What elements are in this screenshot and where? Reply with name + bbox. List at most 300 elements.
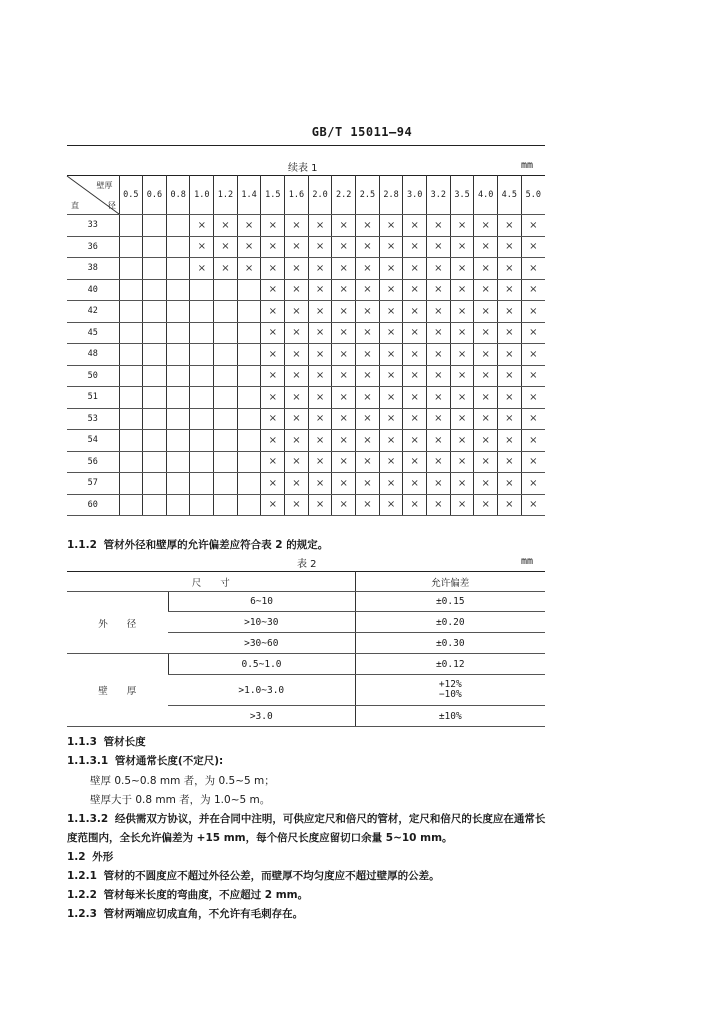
para-1-1-2-num: 1.1.2: [67, 539, 97, 551]
table2-caption: 表 2: [297, 559, 317, 570]
wall-thickness-header: 4.5: [498, 176, 522, 215]
wall-thickness-header: 1.0: [190, 176, 214, 215]
availability-cell: ×: [474, 365, 498, 387]
availability-cell: [143, 408, 167, 430]
table2-size: 0.5~1.0: [168, 654, 355, 675]
availability-cell: ×: [285, 279, 309, 301]
availability-cell: [119, 473, 143, 495]
availability-cell: ×: [332, 451, 356, 473]
availability-cell: ×: [498, 494, 522, 516]
wall-thickness-header: 3.0: [403, 176, 427, 215]
availability-cell: ×: [450, 258, 474, 280]
para-1-2-1: [67, 868, 440, 883]
table1-row: [67, 322, 545, 344]
availability-cell: ×: [356, 301, 380, 323]
availability-cell: [190, 473, 214, 495]
availability-cell: [190, 344, 214, 366]
availability-cell: ×: [403, 322, 427, 344]
table1: [67, 175, 545, 516]
availability-cell: ×: [261, 473, 285, 495]
availability-cell: ×: [379, 430, 403, 452]
availability-cell: ×: [474, 430, 498, 452]
para-text: 管材的不圆度应不超过外径公差，而壁厚不均匀度应不超过壁厚的公差。: [103, 870, 440, 882]
para-text: 管材通常长度(不定尺):: [114, 755, 224, 767]
availability-cell: [166, 301, 190, 323]
diameter-cell: 54: [67, 430, 119, 452]
availability-cell: ×: [403, 451, 427, 473]
availability-cell: ×: [427, 258, 451, 280]
availability-cell: ×: [450, 215, 474, 237]
availability-cell: ×: [450, 365, 474, 387]
availability-cell: ×: [308, 344, 332, 366]
availability-cell: [166, 473, 190, 495]
page-header: GB/T 15011—94: [311, 125, 413, 139]
table1-corner: [67, 176, 128, 215]
para-text: 管材长度: [103, 736, 146, 748]
availability-cell: [143, 430, 167, 452]
availability-cell: ×: [498, 430, 522, 452]
availability-cell: ×: [450, 408, 474, 430]
availability-cell: ×: [474, 473, 498, 495]
availability-cell: ×: [332, 408, 356, 430]
availability-cell: ×: [214, 258, 238, 280]
table1-row: [67, 473, 545, 495]
availability-cell: ×: [474, 258, 498, 280]
availability-cell: ×: [379, 279, 403, 301]
header-rule: [67, 145, 545, 146]
availability-cell: [237, 279, 261, 301]
availability-cell: ×: [474, 494, 498, 516]
availability-cell: [237, 365, 261, 387]
availability-cell: ×: [474, 387, 498, 409]
availability-cell: ×: [450, 494, 474, 516]
table1-row: [67, 215, 545, 237]
availability-cell: ×: [521, 301, 545, 323]
availability-cell: [119, 494, 143, 516]
table2-row: [67, 592, 545, 612]
para-num: 1.1.3.2: [67, 813, 109, 825]
table2-size: >10~30: [168, 612, 355, 633]
availability-cell: [214, 408, 238, 430]
availability-cell: ×: [308, 258, 332, 280]
table2-head-tol: 允许偏差: [355, 572, 545, 592]
availability-cell: ×: [332, 258, 356, 280]
availability-cell: [190, 279, 214, 301]
wall-thickness-header: 1.6: [285, 176, 309, 215]
availability-cell: [143, 473, 167, 495]
availability-cell: [190, 494, 214, 516]
wall-thickness-header: 2.8: [379, 176, 403, 215]
availability-cell: ×: [521, 344, 545, 366]
availability-cell: ×: [379, 473, 403, 495]
availability-cell: ×: [308, 494, 332, 516]
availability-cell: ×: [308, 387, 332, 409]
availability-cell: [166, 258, 190, 280]
para-1-2-2: [67, 887, 308, 902]
availability-cell: ×: [308, 473, 332, 495]
table1-row: [67, 494, 545, 516]
availability-cell: ×: [474, 215, 498, 237]
diameter-cell: 60: [67, 494, 119, 516]
table2-size: >30~60: [168, 633, 355, 654]
table2-size: >1.0~3.0: [168, 675, 355, 706]
availability-cell: [190, 365, 214, 387]
diameter-cell: 42: [67, 301, 119, 323]
availability-cell: ×: [450, 451, 474, 473]
availability-cell: [237, 344, 261, 366]
availability-cell: ×: [237, 215, 261, 237]
availability-cell: ×: [332, 236, 356, 258]
availability-cell: ×: [308, 408, 332, 430]
availability-cell: [166, 365, 190, 387]
availability-cell: ×: [403, 365, 427, 387]
availability-cell: ×: [332, 387, 356, 409]
availability-cell: ×: [498, 387, 522, 409]
availability-cell: ×: [190, 236, 214, 258]
table2-size: 6~10: [168, 592, 355, 612]
availability-cell: ×: [356, 215, 380, 237]
table2-tol: ±0.15: [355, 592, 545, 612]
availability-cell: [143, 258, 167, 280]
availability-cell: ×: [403, 344, 427, 366]
availability-cell: ×: [356, 344, 380, 366]
availability-cell: ×: [474, 408, 498, 430]
table2-tol: ±0.12: [355, 654, 545, 675]
availability-cell: ×: [521, 430, 545, 452]
availability-cell: ×: [285, 451, 309, 473]
availability-cell: [190, 430, 214, 452]
availability-cell: ×: [261, 301, 285, 323]
availability-cell: ×: [332, 365, 356, 387]
table2-unit: mm: [521, 556, 534, 567]
availability-cell: ×: [356, 473, 380, 495]
availability-cell: ×: [285, 301, 309, 323]
availability-cell: [119, 279, 143, 301]
diameter-cell: 48: [67, 344, 119, 366]
availability-cell: [143, 215, 167, 237]
table1-row: [67, 430, 545, 452]
table2-header-row: [67, 572, 545, 592]
availability-cell: ×: [498, 279, 522, 301]
availability-cell: [143, 451, 167, 473]
availability-cell: ×: [356, 451, 380, 473]
availability-cell: ×: [308, 430, 332, 452]
availability-cell: [166, 322, 190, 344]
wall-thickness-header: 1.2: [214, 176, 238, 215]
availability-cell: [214, 387, 238, 409]
table1-row: [67, 236, 545, 258]
para-num: 1.2.1: [67, 870, 97, 882]
availability-cell: [119, 408, 143, 430]
availability-cell: [119, 451, 143, 473]
para-line: [67, 830, 453, 845]
availability-cell: ×: [356, 258, 380, 280]
availability-cell: [214, 301, 238, 323]
availability-cell: ×: [261, 408, 285, 430]
table1-caption: 续表 1: [288, 163, 318, 174]
availability-cell: ×: [498, 365, 522, 387]
availability-cell: ×: [379, 258, 403, 280]
availability-cell: ×: [308, 365, 332, 387]
availability-cell: [190, 322, 214, 344]
availability-cell: ×: [356, 494, 380, 516]
availability-cell: ×: [450, 236, 474, 258]
table2-wall-label: 壁 厚: [67, 654, 168, 727]
availability-cell: ×: [332, 215, 356, 237]
availability-cell: [119, 215, 143, 237]
availability-cell: ×: [261, 387, 285, 409]
table2-tol: ±10%: [355, 706, 545, 727]
diameter-cell: 33: [67, 215, 119, 237]
availability-cell: ×: [403, 258, 427, 280]
diameter-cell: 50: [67, 365, 119, 387]
availability-cell: ×: [308, 322, 332, 344]
availability-cell: ×: [498, 301, 522, 323]
availability-cell: ×: [261, 451, 285, 473]
diameter-cell: 53: [67, 408, 119, 430]
wall-thickness-header: 0.8: [166, 176, 190, 215]
table1-unit: mm: [521, 160, 534, 171]
availability-cell: ×: [474, 301, 498, 323]
availability-cell: ×: [261, 430, 285, 452]
table1-row: [67, 387, 545, 409]
wall-thickness-header: 2.5: [356, 176, 380, 215]
availability-cell: [119, 236, 143, 258]
availability-cell: [166, 387, 190, 409]
availability-cell: [214, 344, 238, 366]
para-1-1-2-text: 管材外径和壁厚的允许偏差应符合表 2 的规定。: [103, 539, 329, 551]
availability-cell: [237, 494, 261, 516]
para-num: 1.1.3.1: [67, 755, 109, 767]
availability-cell: ×: [285, 430, 309, 452]
availability-cell: ×: [427, 322, 451, 344]
diameter-cell: 36: [67, 236, 119, 258]
availability-cell: [214, 473, 238, 495]
table2-tol: [355, 675, 545, 706]
availability-cell: ×: [285, 365, 309, 387]
availability-cell: ×: [379, 344, 403, 366]
availability-cell: ×: [285, 344, 309, 366]
availability-cell: ×: [285, 258, 309, 280]
availability-cell: ×: [190, 258, 214, 280]
availability-cell: ×: [379, 215, 403, 237]
availability-cell: [190, 301, 214, 323]
wall-thickness-header: 5.0: [521, 176, 545, 215]
availability-cell: [119, 322, 143, 344]
availability-cell: ×: [190, 215, 214, 237]
wall-thickness-header: 1.4: [237, 176, 261, 215]
availability-cell: ×: [285, 408, 309, 430]
table1-row: [67, 279, 545, 301]
table2-tol: ±0.30: [355, 633, 545, 654]
diameter-cell: 57: [67, 473, 119, 495]
availability-cell: ×: [332, 322, 356, 344]
availability-cell: ×: [308, 451, 332, 473]
availability-cell: ×: [356, 279, 380, 301]
availability-cell: [166, 451, 190, 473]
availability-cell: ×: [379, 451, 403, 473]
availability-cell: ×: [450, 344, 474, 366]
availability-cell: [119, 387, 143, 409]
availability-cell: ×: [403, 494, 427, 516]
availability-cell: ×: [498, 258, 522, 280]
availability-cell: ×: [427, 430, 451, 452]
availability-cell: [166, 344, 190, 366]
availability-cell: ×: [521, 258, 545, 280]
availability-cell: ×: [214, 236, 238, 258]
availability-cell: ×: [474, 236, 498, 258]
table1-row: [67, 258, 545, 280]
availability-cell: ×: [498, 473, 522, 495]
availability-cell: ×: [261, 215, 285, 237]
availability-cell: ×: [332, 301, 356, 323]
para-text: 经供需双方协议，并在合同中注明，可供应定尺和倍尺的管材，定尺和倍尺的长度应在通常长: [114, 813, 546, 825]
availability-cell: ×: [427, 408, 451, 430]
wall-thickness-header: 3.2: [427, 176, 451, 215]
availability-cell: [119, 365, 143, 387]
table1-header-row: [67, 176, 545, 215]
availability-cell: ×: [308, 279, 332, 301]
para-num: 1.2.2: [67, 889, 97, 901]
table1-row: [67, 344, 545, 366]
para-text: 管材两端应切成直角，不允许有毛刺存在。: [103, 908, 304, 920]
availability-cell: ×: [379, 408, 403, 430]
table1-row: [67, 408, 545, 430]
availability-cell: [214, 322, 238, 344]
availability-cell: ×: [356, 408, 380, 430]
availability-cell: ×: [261, 236, 285, 258]
availability-cell: ×: [403, 387, 427, 409]
availability-cell: ×: [356, 236, 380, 258]
table2: [67, 571, 545, 727]
availability-cell: ×: [261, 494, 285, 516]
table2-od-label: 外 径: [67, 592, 168, 654]
availability-cell: ×: [237, 236, 261, 258]
availability-cell: [190, 387, 214, 409]
availability-cell: ×: [427, 387, 451, 409]
availability-cell: [237, 301, 261, 323]
availability-cell: ×: [427, 473, 451, 495]
availability-cell: ×: [521, 408, 545, 430]
availability-cell: ×: [427, 494, 451, 516]
availability-cell: ×: [403, 236, 427, 258]
availability-cell: ×: [285, 473, 309, 495]
availability-cell: ×: [356, 322, 380, 344]
para-1-1-3-2: [67, 811, 545, 826]
availability-cell: [119, 258, 143, 280]
availability-cell: ×: [427, 279, 451, 301]
availability-cell: [119, 344, 143, 366]
availability-cell: ×: [379, 387, 403, 409]
wall-thickness-header: 4.0: [474, 176, 498, 215]
availability-cell: ×: [403, 215, 427, 237]
availability-cell: ×: [285, 236, 309, 258]
availability-cell: ×: [521, 387, 545, 409]
diameter-cell: 38: [67, 258, 119, 280]
availability-cell: ×: [379, 236, 403, 258]
availability-cell: [143, 365, 167, 387]
availability-cell: ×: [474, 451, 498, 473]
availability-cell: [166, 279, 190, 301]
availability-cell: [237, 473, 261, 495]
table2-tol: ±0.20: [355, 612, 545, 633]
availability-cell: ×: [521, 451, 545, 473]
availability-cell: [166, 408, 190, 430]
availability-cell: ×: [214, 215, 238, 237]
availability-cell: ×: [521, 236, 545, 258]
availability-cell: ×: [261, 344, 285, 366]
availability-cell: ×: [427, 301, 451, 323]
diameter-cell: 45: [67, 322, 119, 344]
availability-cell: ×: [356, 365, 380, 387]
availability-cell: [143, 344, 167, 366]
corner-wall-label: 壁厚: [96, 181, 113, 190]
diameter-cell: 56: [67, 451, 119, 473]
availability-cell: ×: [403, 430, 427, 452]
availability-cell: ×: [379, 301, 403, 323]
availability-cell: ×: [521, 215, 545, 237]
table1-row: [67, 301, 545, 323]
diameter-cell: 51: [67, 387, 119, 409]
table2-head-size: 尺 寸: [67, 572, 355, 592]
availability-cell: ×: [332, 279, 356, 301]
availability-cell: [237, 451, 261, 473]
availability-cell: ×: [427, 365, 451, 387]
para-text: 外形: [92, 851, 114, 863]
availability-cell: ×: [356, 430, 380, 452]
availability-cell: ×: [498, 344, 522, 366]
availability-cell: ×: [474, 322, 498, 344]
availability-cell: [119, 301, 143, 323]
availability-cell: [166, 494, 190, 516]
availability-cell: ×: [332, 344, 356, 366]
availability-cell: ×: [237, 258, 261, 280]
availability-cell: [214, 279, 238, 301]
availability-cell: ×: [403, 279, 427, 301]
availability-cell: ×: [285, 322, 309, 344]
table2-size: >3.0: [168, 706, 355, 727]
availability-cell: ×: [427, 344, 451, 366]
availability-cell: ×: [427, 215, 451, 237]
availability-cell: [143, 301, 167, 323]
availability-cell: ×: [521, 473, 545, 495]
availability-cell: [190, 408, 214, 430]
wall-thickness-header: 2.2: [332, 176, 356, 215]
availability-cell: ×: [450, 279, 474, 301]
para-1-1-2: [67, 537, 328, 552]
availability-cell: ×: [450, 387, 474, 409]
availability-cell: [143, 494, 167, 516]
availability-cell: ×: [450, 322, 474, 344]
availability-cell: ×: [450, 473, 474, 495]
availability-cell: ×: [332, 494, 356, 516]
availability-cell: ×: [427, 451, 451, 473]
table2-row: [67, 654, 545, 675]
availability-cell: ×: [498, 322, 522, 344]
availability-cell: ×: [285, 215, 309, 237]
availability-cell: ×: [450, 301, 474, 323]
availability-cell: ×: [285, 387, 309, 409]
corner-diameter-label: 直 径: [71, 201, 128, 210]
availability-cell: ×: [498, 408, 522, 430]
availability-cell: [143, 387, 167, 409]
availability-cell: ×: [521, 365, 545, 387]
para-line: 壁厚大于 0.8 mm 者，为 1.0~5 m。: [90, 794, 271, 806]
availability-cell: ×: [474, 344, 498, 366]
availability-cell: ×: [403, 301, 427, 323]
availability-cell: [237, 430, 261, 452]
availability-cell: ×: [261, 322, 285, 344]
